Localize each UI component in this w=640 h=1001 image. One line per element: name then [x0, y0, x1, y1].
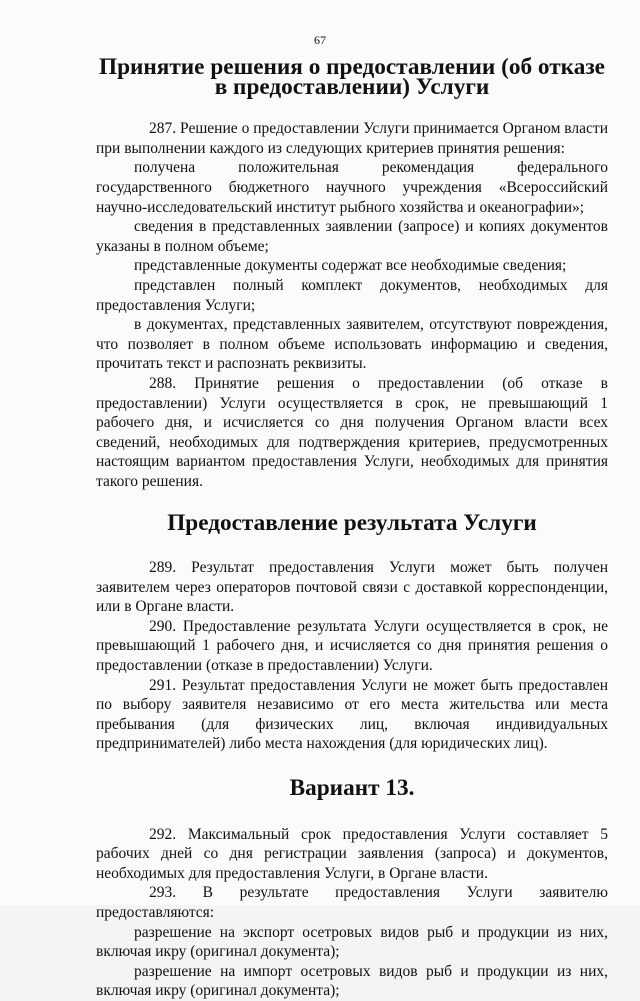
paragraph-289: 289. Результат предоставления Услуги может быть получен заявителем через операторов почтовой связи с доставкой корреспонденции, или в Органе власти. [96, 559, 608, 616]
paragraph-293: 293. В результате предоставления Услуги заявителю предоставляются: [96, 884, 608, 921]
paragraph-291: 291. Результат предоставления Услуги не может быть предоставлен по выбору заявителя независимо от его места жительства или места пребывания (для физических лиц, включая индивидуальных предпринимателей) либо места нахождения (для юридических лиц). [96, 676, 608, 753]
result-import-permit: разрешение на импорт осетровых видов рыб и продукции из них, включая икру (оригинал документа); [96, 962, 608, 1000]
section-heading-result: Предоставление результата Услуги [167, 510, 537, 537]
page-number: 67 [314, 33, 326, 47]
paragraph-292: 292. Максимальный срок предоставления Услуги составляет 5 рабочих дней со дня регистрации заявления (запроса) и документов, необходимых для предоставления Услуги, в Органе власти. [96, 825, 608, 882]
document-body [96, 54, 608, 1001]
section-heading-decision: Принятие решения о предоставлении (об отказе в предоставлении) Услуги [98, 54, 606, 100]
paragraph-290: 290. Предоставление результата Услуги осуществляется в срок, не превышающий 1 рабочего дня, и исчисляется со дня принятия решения о предоставлении (отказе в предоставлении) Услуги. [96, 617, 608, 675]
result-export-permit: разрешение на экспорт осетровых видов рыб и продукции из них, включая икру (оригинал документа); [96, 923, 608, 961]
paragraph-287: 287. Решение о предоставлении Услуги принимается Органом власти при выполнении каждого из следующих критериев принятия решения: [96, 120, 608, 157]
section-heading-variant: Вариант 13. [289, 775, 415, 801]
criterion-recommendation: получена положительная рекомендация федерального государственного бюджетного научного учреждения «Всероссийский научно-исследовательский институт рыбного хозяйства и океанографии»; [96, 159, 608, 216]
criterion-documents-contain: представленные документы содержат все необходимые сведения; [134, 257, 567, 275]
paragraph-288: 288. Принятие решения о предоставлении (об отказе в предоставлении) Услуги осуществляется в срок, не превышающий 1 рабочего дня, и исчисляется со дня получения Органом власти всех сведений, необходимых для подтверждения критериев, предусмотренных настоящим вариантом предоставления Услуги, необходимых для принятия такого решения. [96, 374, 608, 490]
criterion-complete-set: представлен полный комплект документов, необходимых для предоставления Услуги; [96, 276, 608, 314]
criterion-full-info: сведения в представленных заявлении (запросе) и копиях документов указаны в полном объеме; [96, 218, 608, 255]
criterion-no-damage: в документах, представленных заявителем, отсутствуют повреждения, что позволяет в полном объеме использовать информацию и сведения, прочитать текст и распознать реквизиты. [96, 316, 608, 373]
